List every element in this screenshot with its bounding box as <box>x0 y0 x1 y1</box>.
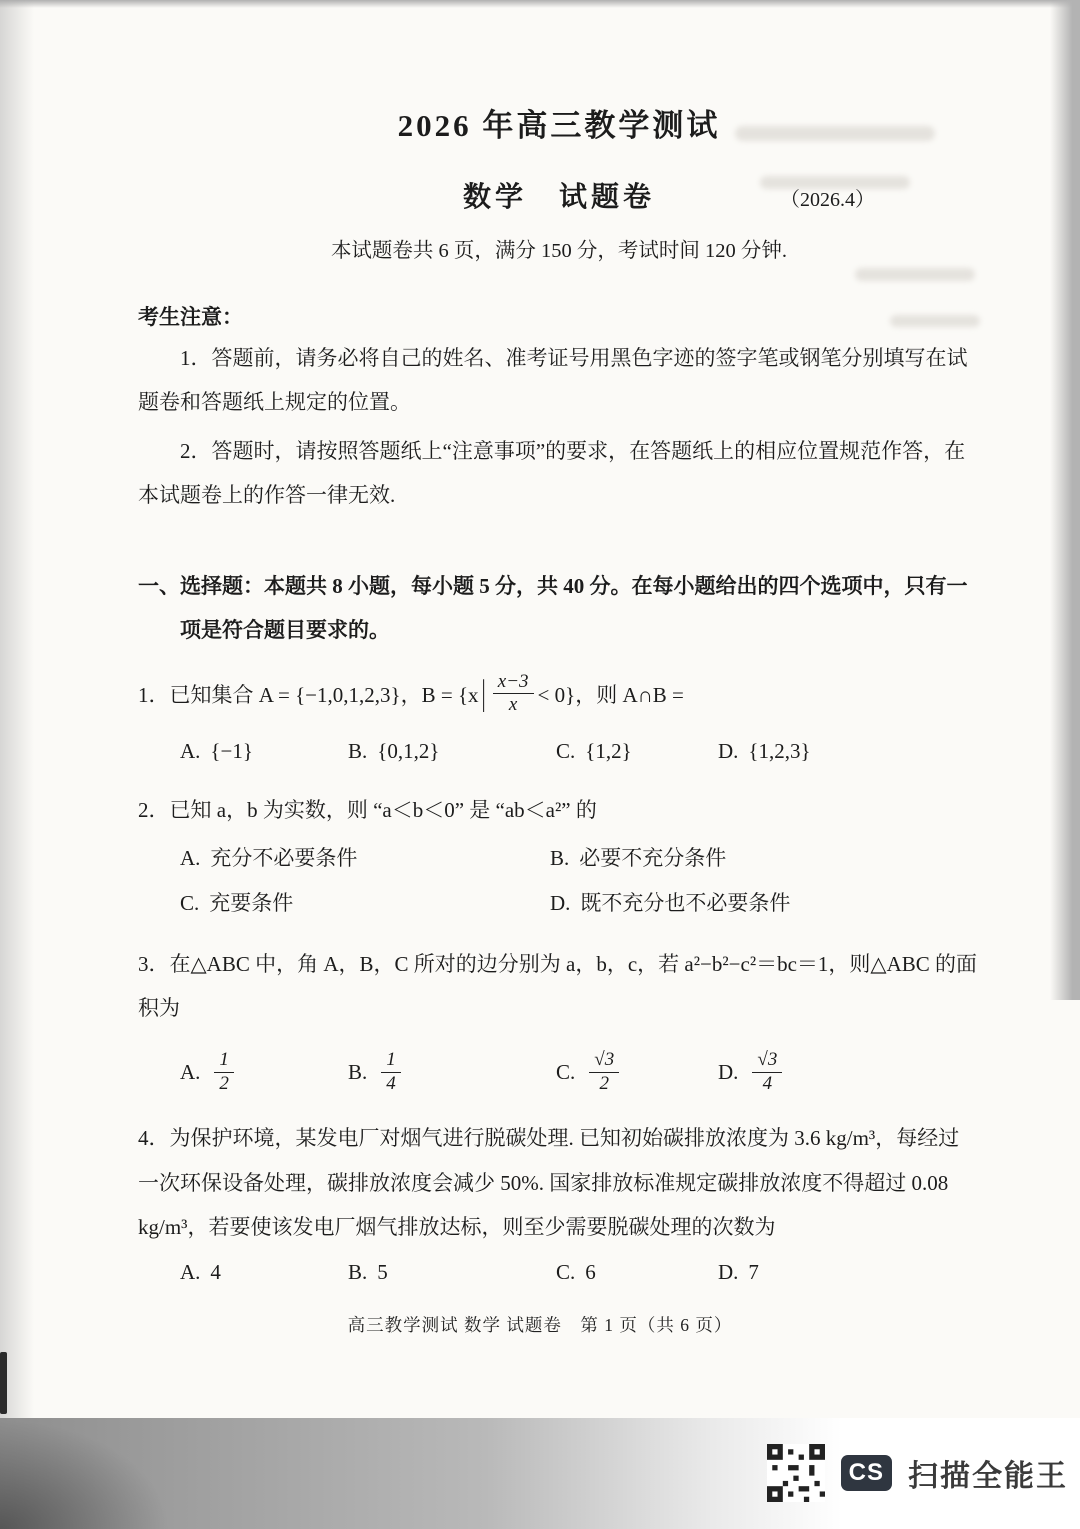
option-text: 必要不充分条件 <box>579 845 727 870</box>
fraction-numerator: x−3 <box>493 671 534 695</box>
option-label: A. <box>180 1060 201 1085</box>
fraction-numerator: 1 <box>214 1049 234 1073</box>
option-text: 7 <box>748 1259 759 1284</box>
option-text: 5 <box>377 1259 388 1284</box>
question-3-stem: 3．在△ABC 中，角 A，B，C 所对的边分别为 a，b，c，若 a²−b²−c²＝bc＝1，则△ABC 的面积为 <box>138 952 978 1021</box>
page-content <box>0 100 1080 1293</box>
question-1 <box>138 666 980 772</box>
fraction <box>752 1049 782 1096</box>
option-label: D. <box>718 1259 739 1284</box>
option-label: D. <box>550 891 571 916</box>
option-label: B. <box>348 738 368 763</box>
question-1-stem <box>138 666 980 722</box>
option-text: 充分不必要条件 <box>210 845 358 870</box>
option-label: C. <box>556 1060 576 1085</box>
fraction-numerator: √3 <box>589 1049 619 1073</box>
option-text: {1,2,3} <box>748 738 811 763</box>
option-d <box>718 1251 759 1293</box>
option-text: 既不充分也不必要条件 <box>580 891 791 916</box>
exam-subject-title: 数学 试题卷 <box>462 182 655 213</box>
option-b <box>550 836 980 881</box>
notice-item-2: 2．答题时，请按照答题纸上“注意事项”的要求，在答题纸上的相应位置规范作答，在本试题卷上的作答一律无效. <box>138 439 966 508</box>
question-1-text-post: < 0}，则 A∩B = <box>537 682 684 707</box>
option-label: C. <box>180 891 200 916</box>
option-c <box>180 881 550 926</box>
option-c <box>556 1049 718 1096</box>
option-label: B. <box>348 1259 368 1284</box>
section-1-heading: 一、选择题：本题共 8 小题，每小题 5 分，共 40 分。在每小题给出的四个选项中，只有一项是符合题目要求的。 <box>138 573 968 642</box>
fraction-numerator: 1 <box>381 1049 401 1073</box>
option-text: 充要条件 <box>209 891 294 916</box>
option-a <box>180 1251 348 1293</box>
option-label: A. <box>180 845 201 870</box>
exam-subtitle-row <box>138 175 980 215</box>
fraction-denominator: 2 <box>599 1072 609 1094</box>
fraction <box>381 1049 401 1096</box>
fraction <box>493 671 534 718</box>
option-text: 4 <box>210 1259 221 1284</box>
option-label: C. <box>556 738 576 763</box>
exam-title: 2026 年高三教学测试 <box>397 108 721 143</box>
notice-item-1: 1．答题前，请务必将自己的姓名、准考证号用黑色字迹的签字笔或钢笔分别填写在试题卷和答题纸上规定的位置。 <box>138 346 968 414</box>
camscanner-watermark <box>767 1444 1068 1502</box>
question-4-options <box>138 1251 980 1293</box>
question-4-stem: 4．为保护环境，某发电厂对烟气进行脱碳处理. 已知初始碳排放浓度为 3.6 kg/m³，每经过一次环保设备处理，碳排放浓度会减少 50%. 国家排放标准规定碳排放浓度不得超过 0.08 kg/m³，若要使该发电厂烟气排放达标，则至少需要脱碳处理的次数为 <box>138 1126 960 1239</box>
fraction-denominator: 4 <box>386 1072 396 1094</box>
option-text: 6 <box>585 1259 596 1284</box>
option-a <box>180 1049 348 1096</box>
question-2-stem: 2．已知 a，b 为实数，则 “a＜b＜0” 是 “ab＜a²” 的 <box>138 797 597 822</box>
camscanner-logo: CS <box>841 1455 892 1491</box>
option-c <box>556 730 718 772</box>
option-c <box>556 1251 718 1293</box>
camscanner-text: 扫描全能王 <box>908 1460 1068 1493</box>
option-text: {1,2} <box>585 738 632 763</box>
option-b <box>348 1251 556 1293</box>
fraction-denominator: 2 <box>219 1072 229 1094</box>
scan-corner-shadow <box>0 1419 170 1529</box>
fraction-numerator: √3 <box>752 1049 782 1073</box>
fraction <box>589 1049 619 1096</box>
question-4 <box>138 1116 980 1292</box>
question-3 <box>138 942 980 1104</box>
option-a <box>180 836 550 881</box>
option-label: A. <box>180 738 201 763</box>
set-builder-bar: | <box>481 672 486 714</box>
option-b <box>348 730 556 772</box>
option-label: B. <box>348 1060 368 1085</box>
fraction-denominator: x <box>508 694 518 716</box>
scan-bottom-area <box>0 1418 1080 1529</box>
option-label: C. <box>556 1259 576 1284</box>
question-2-options <box>138 836 980 926</box>
fraction-denominator: 4 <box>762 1072 773 1094</box>
question-2 <box>138 788 980 926</box>
scan-edge-top <box>0 0 1080 8</box>
qr-code <box>767 1444 825 1502</box>
option-label: A. <box>180 1259 201 1284</box>
option-text: {−1} <box>210 738 253 763</box>
notice-heading: 考生注意： <box>138 305 243 329</box>
option-d <box>718 1049 786 1096</box>
question-3-options <box>138 1040 980 1104</box>
option-d <box>550 881 980 926</box>
fraction <box>214 1049 234 1096</box>
exam-meta-line: 本试题卷共 6 页，满分 150 分，考试时间 120 分钟. <box>330 240 788 262</box>
option-label: D. <box>718 1060 739 1085</box>
exam-date: （2026.4） <box>780 189 875 211</box>
page-footer: 高三教学测试 数学 试题卷 第 1 页（共 6 页） <box>347 1315 733 1335</box>
option-b <box>348 1049 556 1096</box>
scan-artifact-mark <box>0 1352 7 1414</box>
option-text: {0,1,2} <box>377 738 440 763</box>
option-a <box>180 730 348 772</box>
question-1-options <box>138 730 980 772</box>
option-d <box>718 730 811 772</box>
option-label: D. <box>718 738 739 763</box>
option-label: B. <box>550 845 570 870</box>
question-1-text-pre: 1．已知集合 A = {−1,0,1,2,3}，B = {x <box>138 682 479 707</box>
